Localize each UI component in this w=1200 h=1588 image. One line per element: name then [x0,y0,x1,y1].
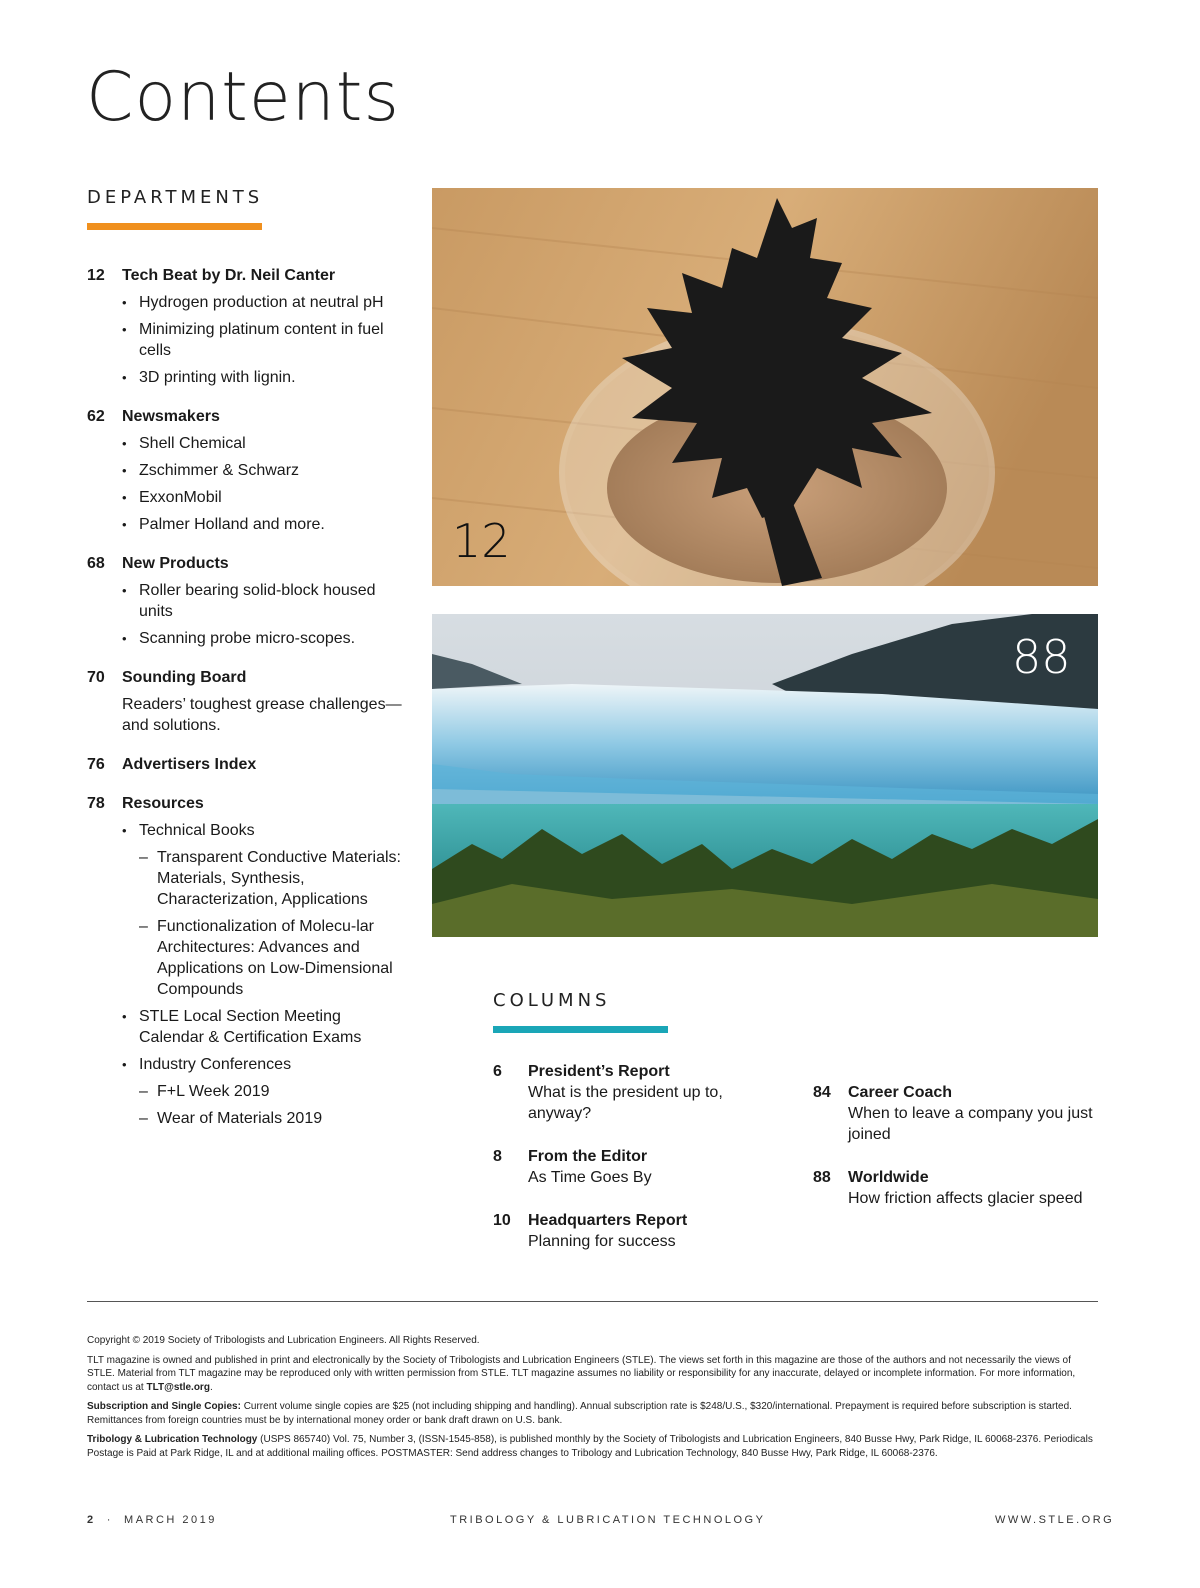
glacier-image [432,614,1098,937]
department-bullet: • Palmer Holland and more. [122,514,325,535]
department-title: Tech Beat by Dr. Neil Canter [122,267,336,284]
resource-subitem: – F+L Week 2019 [139,1081,407,1102]
resource-item [122,820,407,1000]
footer-separator: · [106,1514,113,1526]
department-bullet: • 3D printing with lignin. [122,367,407,388]
website-link[interactable]: WWW.STLE.ORG [995,1514,1115,1526]
resource-label: Technical Books [139,822,255,839]
department-page-number: 78 [87,795,105,812]
column-page-number: 88 [813,1169,831,1186]
department-entry [87,754,407,775]
resource-list [122,820,407,1129]
department-row[interactable] [87,406,407,535]
resource-label: Industry Conferences [139,1056,292,1073]
footer-divider [87,1301,1098,1302]
ownership-notice: TLT magazine is owned and published in print and electronically by the Society of Tribologists and Lubrication Engineers (STLE). The views set forth in this magazine are those of the authors and not necessarily the views of STLE. Material from TLT magazine may be reproduced only with written permission from STLE. TLT magazine assumes no liability or responsibility for any inaccurate, delayed or incomplete information. For more information, contact us at TLT@stle.org. [87,1354,1076,1393]
glacier-photo [432,614,1098,937]
column-page-number: 8 [493,1148,502,1165]
column-body [528,1146,652,1188]
department-entry [87,793,407,1129]
department-page-number: 12 [87,267,105,284]
department-bullet: • Scanning probe micro-scopes. [122,628,407,649]
issue-date: MARCH 2019 [124,1514,217,1526]
column-title: From the Editor [528,1148,648,1165]
column-page-number: 10 [493,1212,511,1229]
column-title: Career Coach [848,1084,953,1101]
column-title: Worldwide [848,1169,929,1186]
department-bullet: • ExxonMobil [122,487,325,508]
column-description: What is the president up to, anyway? [528,1084,723,1122]
department-title: Newsmakers [122,408,220,425]
publication-notice: Tribology & Lubrication Technology (USPS 865740) Vol. 75, Number 3, (ISSN-1545-858), is published monthly by the Society of Tribologists and Lubrication Engineers, 840 Busse Hwy, Park Ridge, IL 60068-2376. Periodicals Postage is Paid at Park Ridge, IL and at additional mailing offices. POSTMASTER: Send address changes to Tribology and Lubrication Technology, 840 Busse Hwy, Park Ridge, IL 60068-2376. [87,1434,1093,1459]
department-title: Advertisers Index [122,756,257,773]
department-row[interactable] [87,667,407,736]
column-entry[interactable] [813,1082,1098,1145]
department-entry [87,553,407,649]
column-title: Headquarters Report [528,1212,688,1229]
publication-name: TRIBOLOGY & LUBRICATION TECHNOLOGY [450,1514,766,1526]
department-bullet: • Roller bearing solid-block housed units [122,580,407,622]
resource-label: STLE Local Section Meeting Calendar & Certification Exams [139,1008,362,1046]
department-body [122,754,256,775]
resource-item [122,1054,407,1129]
resource-subitem: – Functionalization of Molecu-lar Architectures: Advances and Applications on Low-Dimensional Compounds [139,916,407,1000]
department-page-number: 76 [87,756,105,773]
leaf-in-beaker-image [432,188,1098,586]
column-entry[interactable] [493,1061,773,1124]
departments-heading: DEPARTMENTS [87,187,264,208]
column-page-number: 84 [813,1084,831,1101]
department-title: Sounding Board [122,669,247,686]
column-description: Planning for success [528,1233,676,1250]
column-body [848,1082,1098,1145]
departments-accent-bar [87,223,262,230]
resource-sublist [139,847,407,1000]
department-page-number: 70 [87,669,105,686]
department-bullets [122,580,407,649]
department-title: New Products [122,555,229,572]
columns-left-list [493,1061,773,1274]
subscription-notice: Subscription and Single Copies: Current volume single copies are $25 (not including shipping and handling). Annual subscription rate is $248/U.S., $320/international. Prepayment is required before subscription is started. Remittances from foreign countries must be by international money order or bank draft drawn on U.S. bank. [87,1401,1072,1426]
column-body [528,1061,773,1124]
column-title: President’s Report [528,1063,670,1080]
departments-list [87,265,407,1147]
resource-subitem: – Transparent Conductive Materials: Materials, Synthesis, Characterization, Applications [139,847,407,910]
column-description: As Time Goes By [528,1169,652,1186]
leaf-in-beaker-photo [432,188,1098,586]
department-bullet: • Shell Chemical [122,433,325,454]
column-description: How friction affects glacier speed [848,1190,1083,1207]
photo-page-number-12: 12 [452,514,511,568]
page-title: Contents [86,58,400,137]
department-row[interactable] [87,754,407,775]
page-number: 2 [87,1514,96,1526]
department-bullet: • Minimizing platinum content in fuel cells [122,319,407,361]
department-description: Readers’ toughest grease challenges—and solutions. [122,696,402,734]
copyright-notice: Copyright © 2019 Society of Tribologists and Lubrication Engineers. All Rights Reserved. [87,1335,480,1346]
resource-subitem: – Wear of Materials 2019 [139,1108,407,1129]
department-body [122,667,407,736]
department-body [122,553,407,649]
resource-sublist [139,1081,407,1129]
column-entry[interactable] [493,1210,773,1252]
department-body [122,265,407,388]
column-body [528,1210,687,1252]
contact-email-link[interactable]: TLT@stle.org [146,1381,210,1393]
department-page-number: 68 [87,555,105,572]
department-bullets [122,433,325,535]
column-page-number: 6 [493,1063,502,1080]
department-row[interactable] [87,793,407,1129]
resource-item [122,1006,407,1048]
column-entry[interactable] [813,1167,1098,1209]
department-row[interactable] [87,553,407,649]
department-entry [87,667,407,736]
column-body [848,1167,1082,1209]
department-title: Resources [122,795,204,812]
columns-accent-bar [493,1026,668,1033]
department-bullet: • Hydrogen production at neutral pH [122,292,407,313]
department-entry [87,406,407,535]
department-page-number: 62 [87,408,105,425]
columns-heading: COLUMNS [493,990,611,1011]
photo-page-number-88: 88 [1012,630,1071,684]
fine-print [87,1334,1098,1466]
department-body [122,793,407,1129]
footer-left [87,1514,217,1526]
department-entry [87,265,407,388]
department-bullets [122,292,407,388]
department-row[interactable] [87,265,407,388]
department-bullet: • Zschimmer & Schwarz [122,460,325,481]
column-description: When to leave a company you just joined [848,1105,1093,1143]
columns-right-list [813,1082,1098,1231]
department-body [122,406,325,535]
column-entry[interactable] [493,1146,773,1188]
